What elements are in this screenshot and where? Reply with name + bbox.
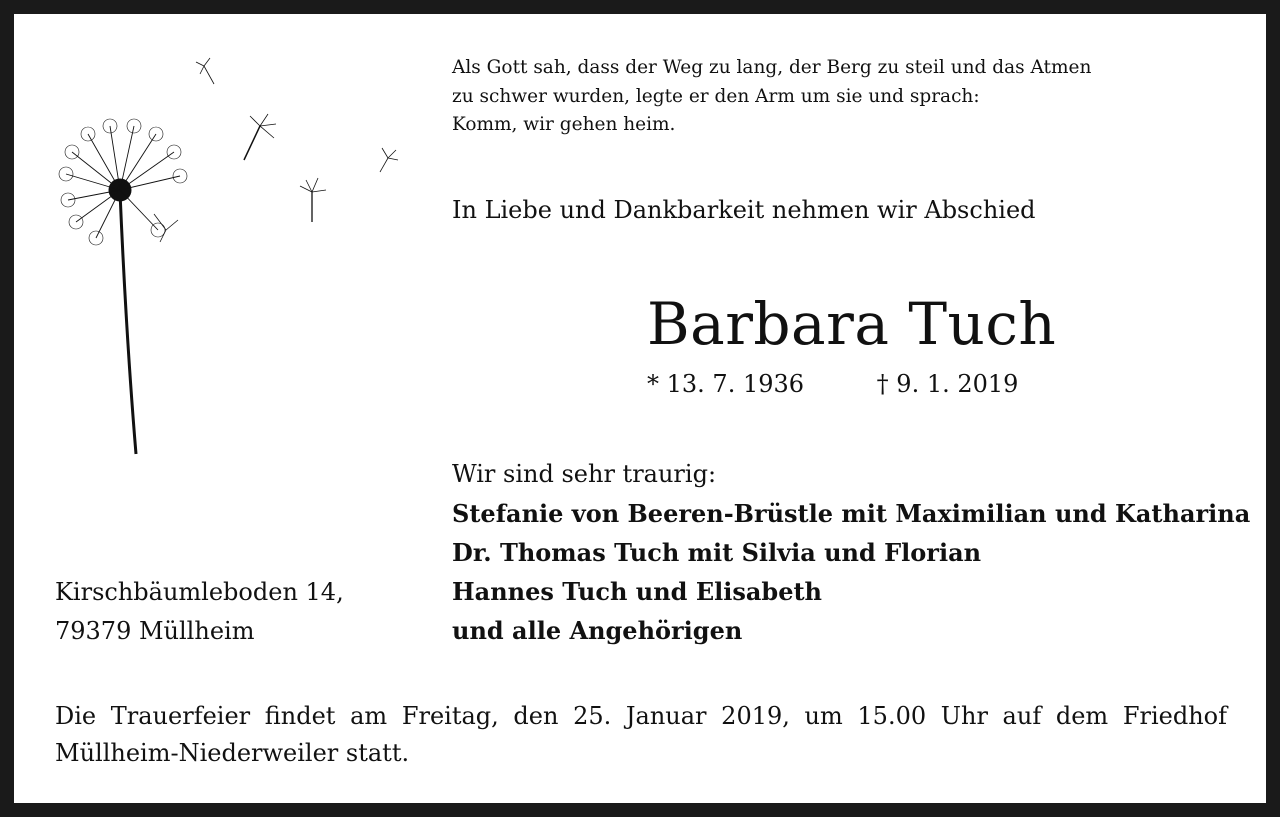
death-date: † 9. 1. 2019 <box>876 370 1019 398</box>
mourner-name: und alle Angehörigen <box>452 616 743 645</box>
birth-date: * 13. 7. 1936 <box>647 370 805 398</box>
mourner-name: Dr. Thomas Tuch mit Silvia und Florian <box>452 538 982 567</box>
funeral-notice: Die Trauerfeier findet am Freitag, den 25. Januar 2019, um 15.00 Uhr auf dem Friedhof Müllheim-Niederweiler statt. <box>55 702 1227 767</box>
deceased-name: Barbara Tuch <box>647 290 1057 358</box>
poem-line: zu schwer wurden, legte er den Arm um sie und sprach: <box>452 85 980 107</box>
address <box>55 573 344 651</box>
poem <box>452 54 1091 140</box>
poem-line: Als Gott sah, dass der Weg zu lang, der Berg zu steil und das Atmen <box>452 57 1092 78</box>
obituary-card <box>14 14 1266 803</box>
mourners-heading: Wir sind sehr traurig: <box>452 460 717 488</box>
poem-line: Komm, wir gehen heim. <box>452 114 676 135</box>
farewell-intro: In Liebe und Dankbarkeit nehmen wir Abschied <box>452 196 1036 224</box>
mourner-name: Stefanie von Beeren-Brüstle mit Maximilian und Katharina <box>452 499 1251 528</box>
mourners-list <box>452 455 1250 650</box>
life-dates <box>647 370 1018 398</box>
dandelion-icon <box>54 54 414 474</box>
address-city: 79379 Müllheim <box>55 617 255 645</box>
mourner-name: Hannes Tuch und Elisabeth <box>452 577 822 606</box>
address-street: Kirschbäumleboden 14, <box>55 578 344 606</box>
